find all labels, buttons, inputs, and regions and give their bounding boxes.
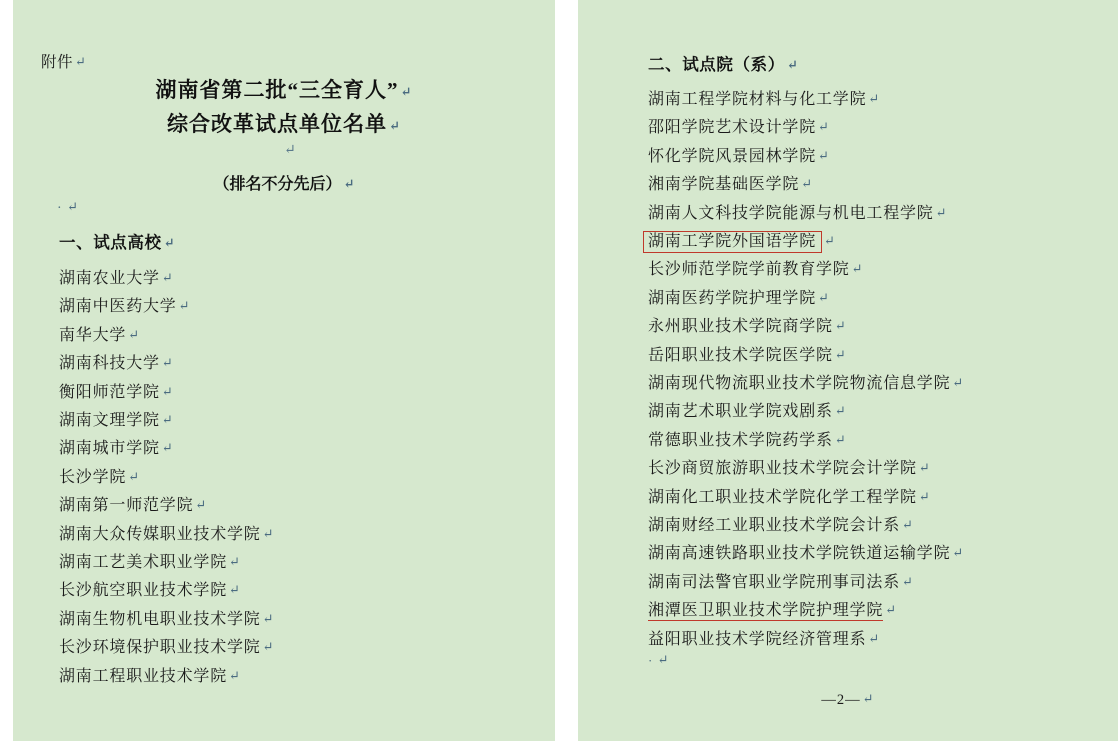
paragraph-mark: ↵ (128, 326, 140, 342)
list-item (648, 626, 880, 649)
paragraph-mark: ↵ (862, 691, 875, 706)
list-item (648, 285, 830, 308)
list-item (59, 322, 140, 345)
list-item-label: 长沙师范学院学前教育学院 (648, 261, 850, 279)
list-item (59, 492, 207, 515)
document-page-left (13, 0, 555, 741)
list-item-label: 湘南学院基础医学院 (648, 176, 800, 194)
document-title-line-1-text: 湖南省第二批“三全育人” (155, 78, 399, 102)
paragraph-mark: ↵ (343, 176, 355, 191)
list-item (59, 265, 174, 288)
paragraph-mark: ↵ (262, 610, 275, 626)
list-item (59, 350, 174, 373)
paragraph-mark: ↵ (161, 355, 174, 371)
list-item (59, 379, 174, 402)
paragraph-mark: ↵ (389, 118, 401, 133)
document-title-line-1 (13, 74, 555, 104)
section-heading-pilot-colleges-text: 一、试点高校 (59, 233, 162, 252)
list-item (59, 606, 274, 629)
blank-line-dot: · (648, 653, 653, 668)
paragraph-mark: ↵ (178, 298, 191, 314)
paragraph-mark: ↵ (824, 233, 836, 248)
list-item (648, 171, 813, 194)
list-item-label: 湖南高速铁路职业技术学院铁道运输学院 (648, 545, 951, 563)
list-item (648, 398, 847, 421)
paragraph-mark: ↵ (229, 667, 241, 683)
document-title-line-2-text: 综合改革试点单位名单 (167, 112, 388, 136)
section-heading-pilot-departments (648, 51, 798, 75)
list-item (59, 464, 140, 487)
paragraph-mark: ↵ (834, 431, 847, 447)
list-item-label: 湖南人文科技学院能源与机电工程学院 (648, 204, 934, 222)
paragraph-mark: ↵ (801, 176, 813, 192)
list-item (59, 577, 241, 600)
list-item-label: 长沙商贸旅游职业技术学院会计学院 (648, 460, 917, 478)
list-item-label: 衡阳师范学院 (59, 383, 160, 401)
list-item-label: 湖南司法警官职业学院刑事司法系 (648, 573, 901, 591)
list-item (59, 435, 174, 458)
document-subtitle-text: （排名不分先后） (213, 176, 342, 193)
page-right-content (578, 0, 1118, 741)
list-item (648, 200, 947, 223)
list-item-label: 益阳职业技术学院经济管理系 (648, 630, 867, 648)
list-item-label: 湖南现代物流职业技术学院物流信息学院 (648, 375, 951, 392)
list-item-label: 永州职业技术学院商学院 (648, 318, 833, 336)
section-heading-pilot-departments-text: 二、试点院（系） (648, 55, 785, 74)
list-item-label: 长沙航空职业技术学院 (59, 582, 228, 600)
list-item-label: 湖南文理学院 (59, 412, 160, 429)
paragraph-mark: ↵ (868, 630, 881, 646)
paragraph-mark: ↵ (161, 412, 174, 427)
list-item (59, 663, 241, 686)
list-item (648, 569, 914, 592)
page-left-content (13, 0, 555, 741)
list-item-label: 湖南工艺美术职业学院 (59, 554, 228, 571)
paragraph-mark: ↵ (67, 199, 79, 214)
list-item-label: 湖南中医药大学 (59, 298, 177, 316)
list-item-label: 湖南科技大学 (59, 355, 160, 373)
paragraph-mark: ↵ (952, 545, 965, 561)
list-item (648, 597, 897, 620)
paragraph-mark: ↵ (229, 554, 241, 569)
list-item (648, 370, 964, 393)
list-item (59, 407, 174, 430)
list-item-label: 湖南艺术职业学院戏剧系 (648, 403, 833, 421)
paragraph-mark: ↵ (262, 639, 275, 655)
blank-line-marker (57, 199, 78, 217)
paragraph-mark: ↵ (952, 375, 965, 390)
list-item-label: 湖南生物机电职业技术学院 (59, 610, 261, 628)
paragraph-mark: ↵ (657, 652, 669, 667)
list-item-label: 湖南农业大学 (59, 270, 160, 287)
trailing-blank-marker (648, 652, 669, 669)
blank-line-dot: · (57, 201, 62, 216)
list-item-label: 湖南大众传媒职业技术学院 (59, 525, 261, 543)
paragraph-mark: ↵ (918, 488, 931, 504)
list-item (648, 484, 931, 507)
attachment-label (41, 50, 86, 72)
paragraph-mark: ↵ (161, 383, 174, 399)
list-item-label: 湖南化工职业技术学院化学工程学院 (648, 488, 917, 506)
list-item-label-highlighted: 湖南工学院外国语学院 (643, 231, 822, 253)
document-title-line-2 (13, 108, 555, 138)
list-item (59, 293, 190, 316)
paragraph-mark: ↵ (935, 204, 948, 220)
list-item-label: 常德职业技术学院药学系 (648, 431, 833, 449)
document-page-right (578, 0, 1118, 741)
list-item-label: 怀化学院风景园林学院 (648, 147, 817, 165)
attachment-label-text: 附件 (41, 54, 74, 71)
paragraph-mark: ↵ (161, 440, 174, 456)
list-item (648, 455, 931, 478)
section-heading-pilot-colleges (59, 229, 175, 253)
list-item (648, 342, 847, 365)
paragraph-mark: ↵ (818, 289, 830, 305)
list-item-label: 湖南医药学院护理学院 (648, 289, 817, 307)
list-item-label: 湖南工程学院材料与化工学院 (648, 91, 867, 108)
paragraph-mark: ↵ (400, 84, 413, 99)
paragraph-mark: ↵ (902, 517, 914, 532)
list-item-label: 湖南财经工业职业技术学院会计系 (648, 517, 901, 534)
list-item-label: 邵阳学院艺术设计学院 (648, 119, 817, 137)
list-item (648, 114, 830, 137)
list-item-label-underlined: 湘潭医卫职业技术学院护理学院 (648, 602, 884, 620)
list-item-label: 湖南第一师范学院 (59, 497, 194, 515)
document-subtitle (13, 171, 555, 194)
paragraph-mark: ↵ (834, 318, 847, 334)
list-item (59, 521, 274, 544)
paragraph-mark: ↵ (161, 270, 174, 285)
list-item-label: 南华大学 (59, 326, 127, 344)
list-item (648, 427, 847, 450)
paragraph-mark: ↵ (163, 235, 176, 250)
list-item (648, 313, 847, 336)
paragraph-mark: ↵ (918, 460, 931, 476)
list-item (648, 256, 863, 279)
paragraph-mark: ↵ (868, 91, 881, 106)
paragraph-mark: ↵ (818, 119, 830, 135)
page-number (578, 691, 1118, 709)
list-item (648, 143, 830, 166)
paragraph-mark: ↵ (834, 403, 847, 419)
empty-paragraph-mark: ↵ (284, 143, 296, 158)
list-item (648, 512, 914, 535)
list-item-label: 湖南城市学院 (59, 440, 160, 458)
paragraph-mark: ↵ (195, 497, 208, 513)
paragraph-mark: ↵ (262, 525, 275, 541)
list-item (59, 634, 274, 657)
paragraph-mark: ↵ (128, 468, 140, 484)
list-item-label: 长沙学院 (59, 468, 127, 486)
page-number-text: —2— (821, 692, 861, 708)
paragraph-mark: ↵ (902, 573, 914, 589)
list-item (648, 228, 836, 251)
list-item-label: 岳阳职业技术学院医学院 (648, 346, 833, 364)
paragraph-mark: ↵ (786, 57, 799, 72)
list-item (648, 540, 964, 563)
list-item (59, 549, 241, 572)
paragraph-mark: ↵ (851, 261, 864, 277)
page-gutter (555, 0, 578, 741)
paragraph-mark: ↵ (885, 602, 897, 618)
list-item-label: 湖南工程职业技术学院 (59, 667, 228, 685)
paragraph-mark: ↵ (818, 147, 830, 163)
list-item-label: 长沙环境保护职业技术学院 (59, 639, 261, 657)
paragraph-mark: ↵ (75, 54, 87, 69)
paragraph-mark: ↵ (834, 346, 847, 362)
list-item (648, 86, 880, 109)
paragraph-mark: ↵ (229, 582, 241, 598)
